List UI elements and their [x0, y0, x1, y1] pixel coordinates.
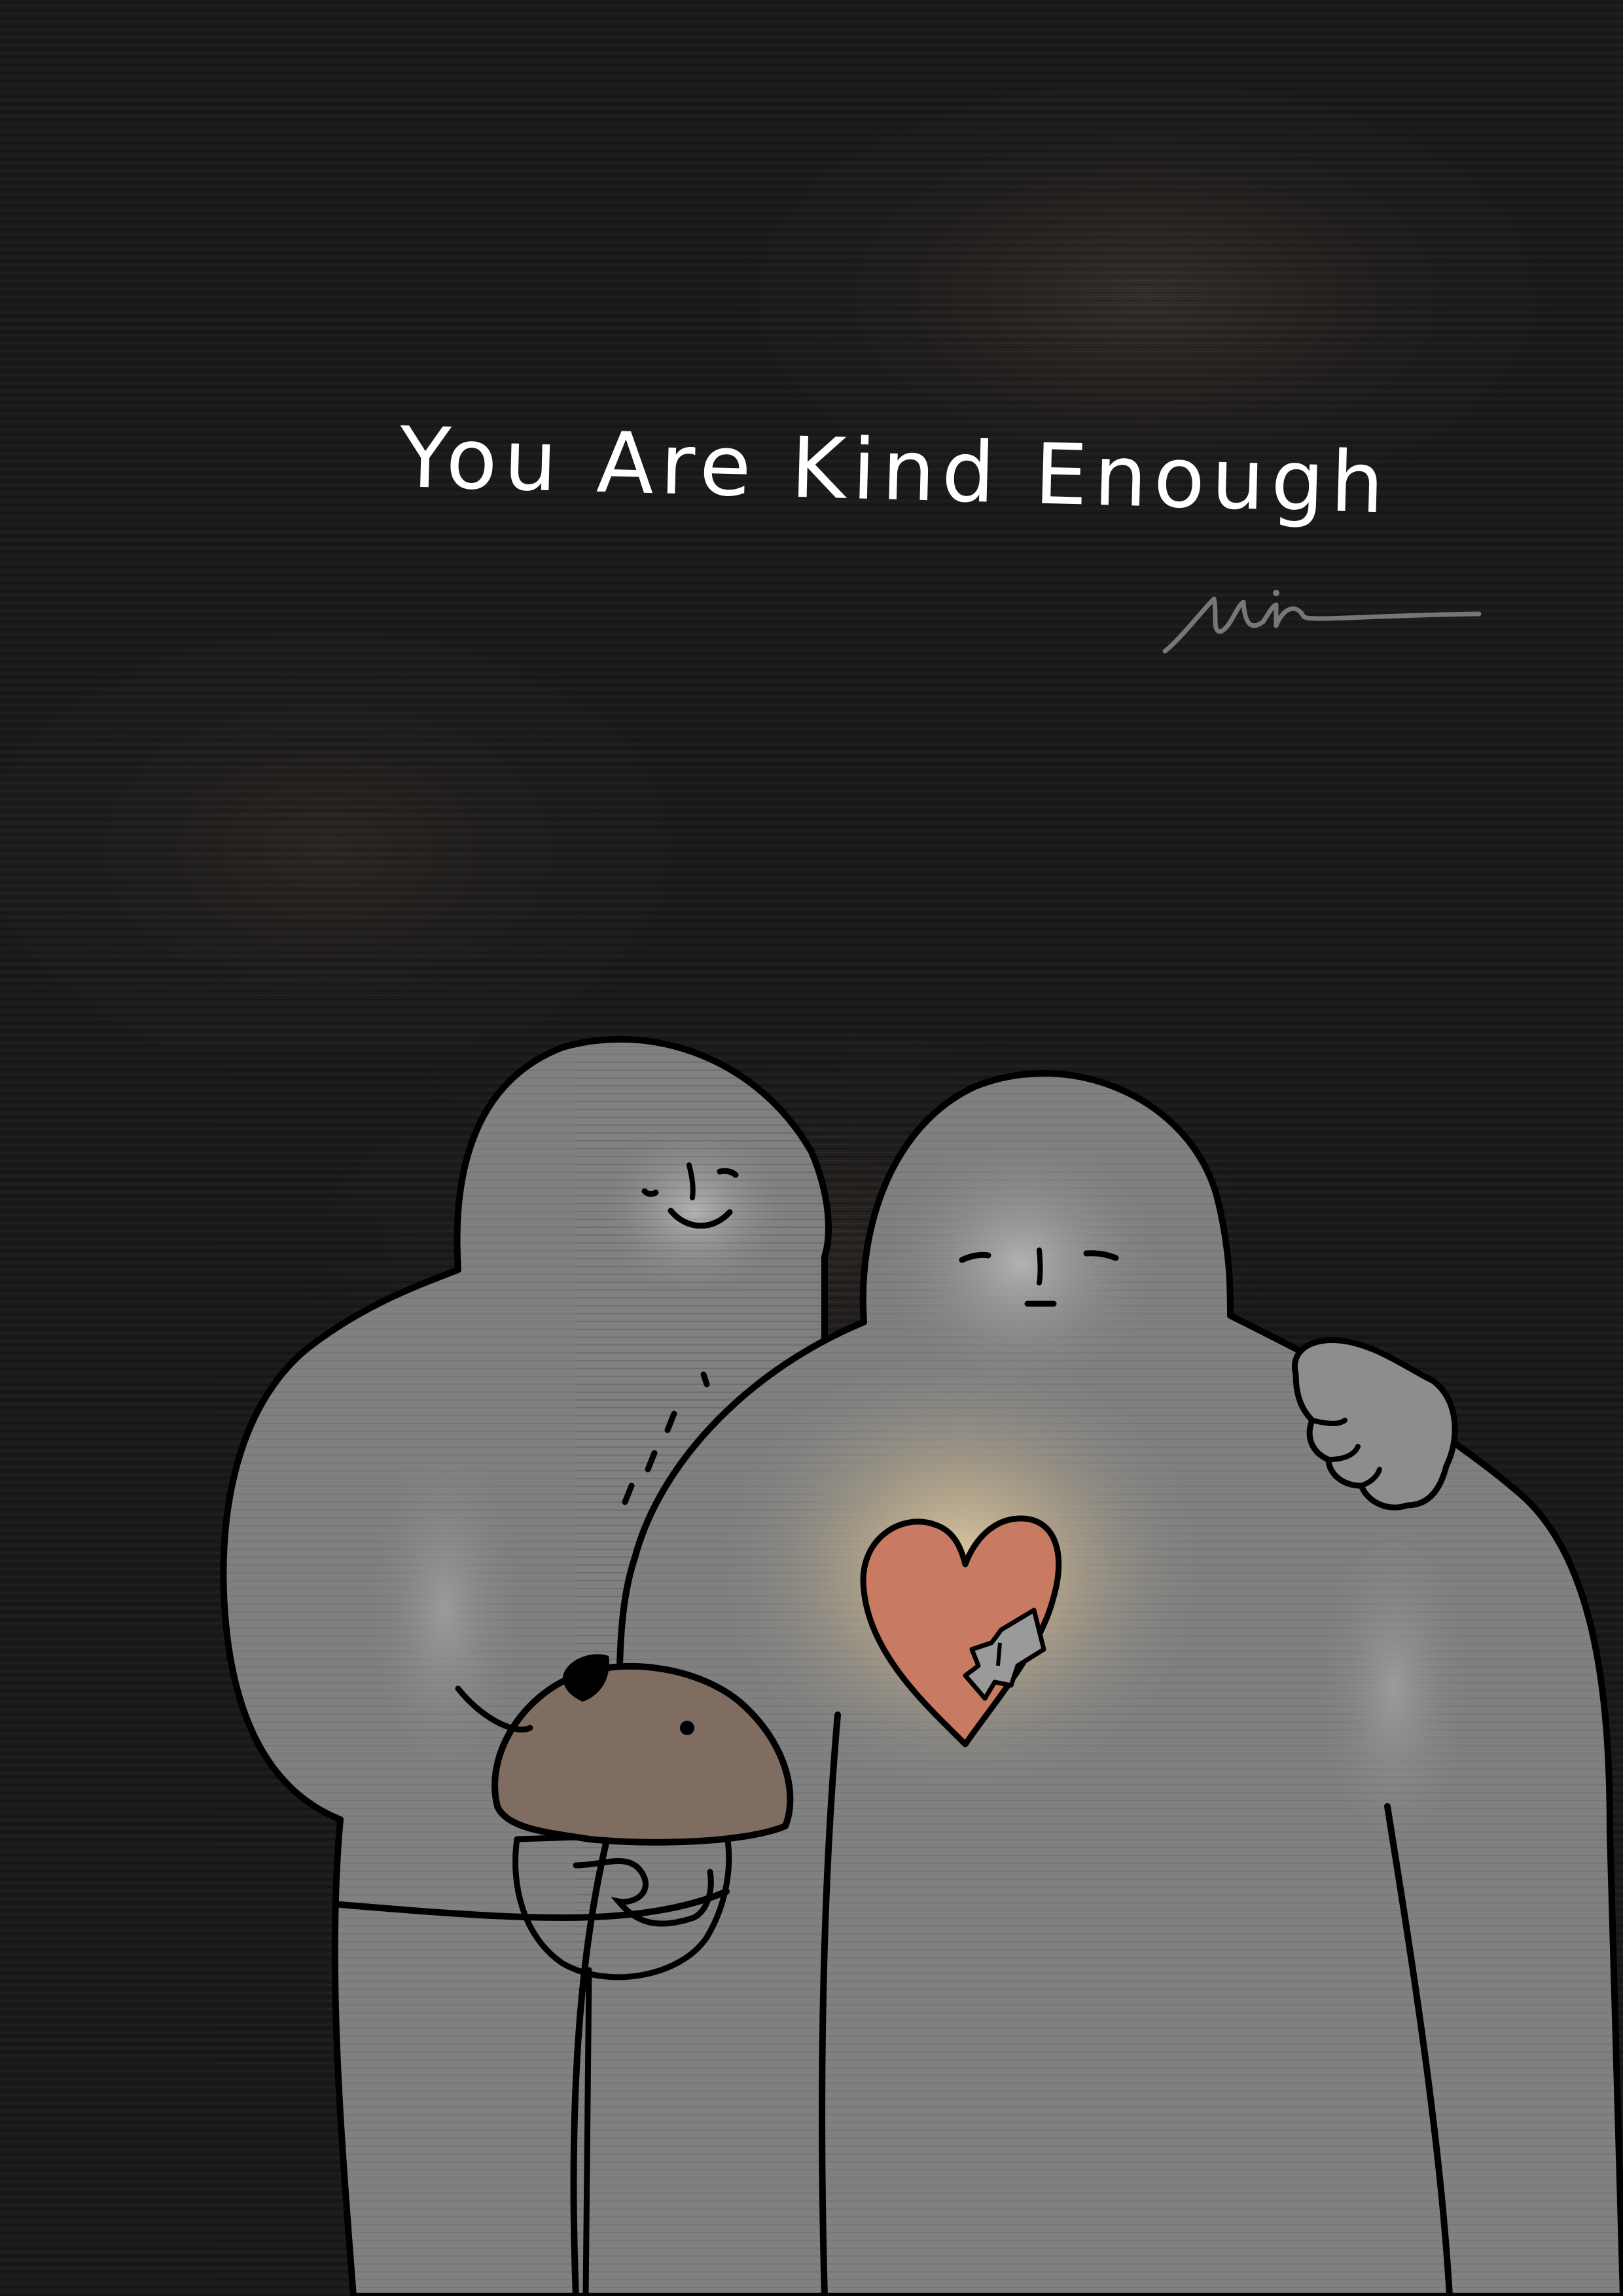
calm-figure: [574, 1060, 1623, 2296]
artwork-title: You Are Kind Enough: [398, 409, 1392, 533]
